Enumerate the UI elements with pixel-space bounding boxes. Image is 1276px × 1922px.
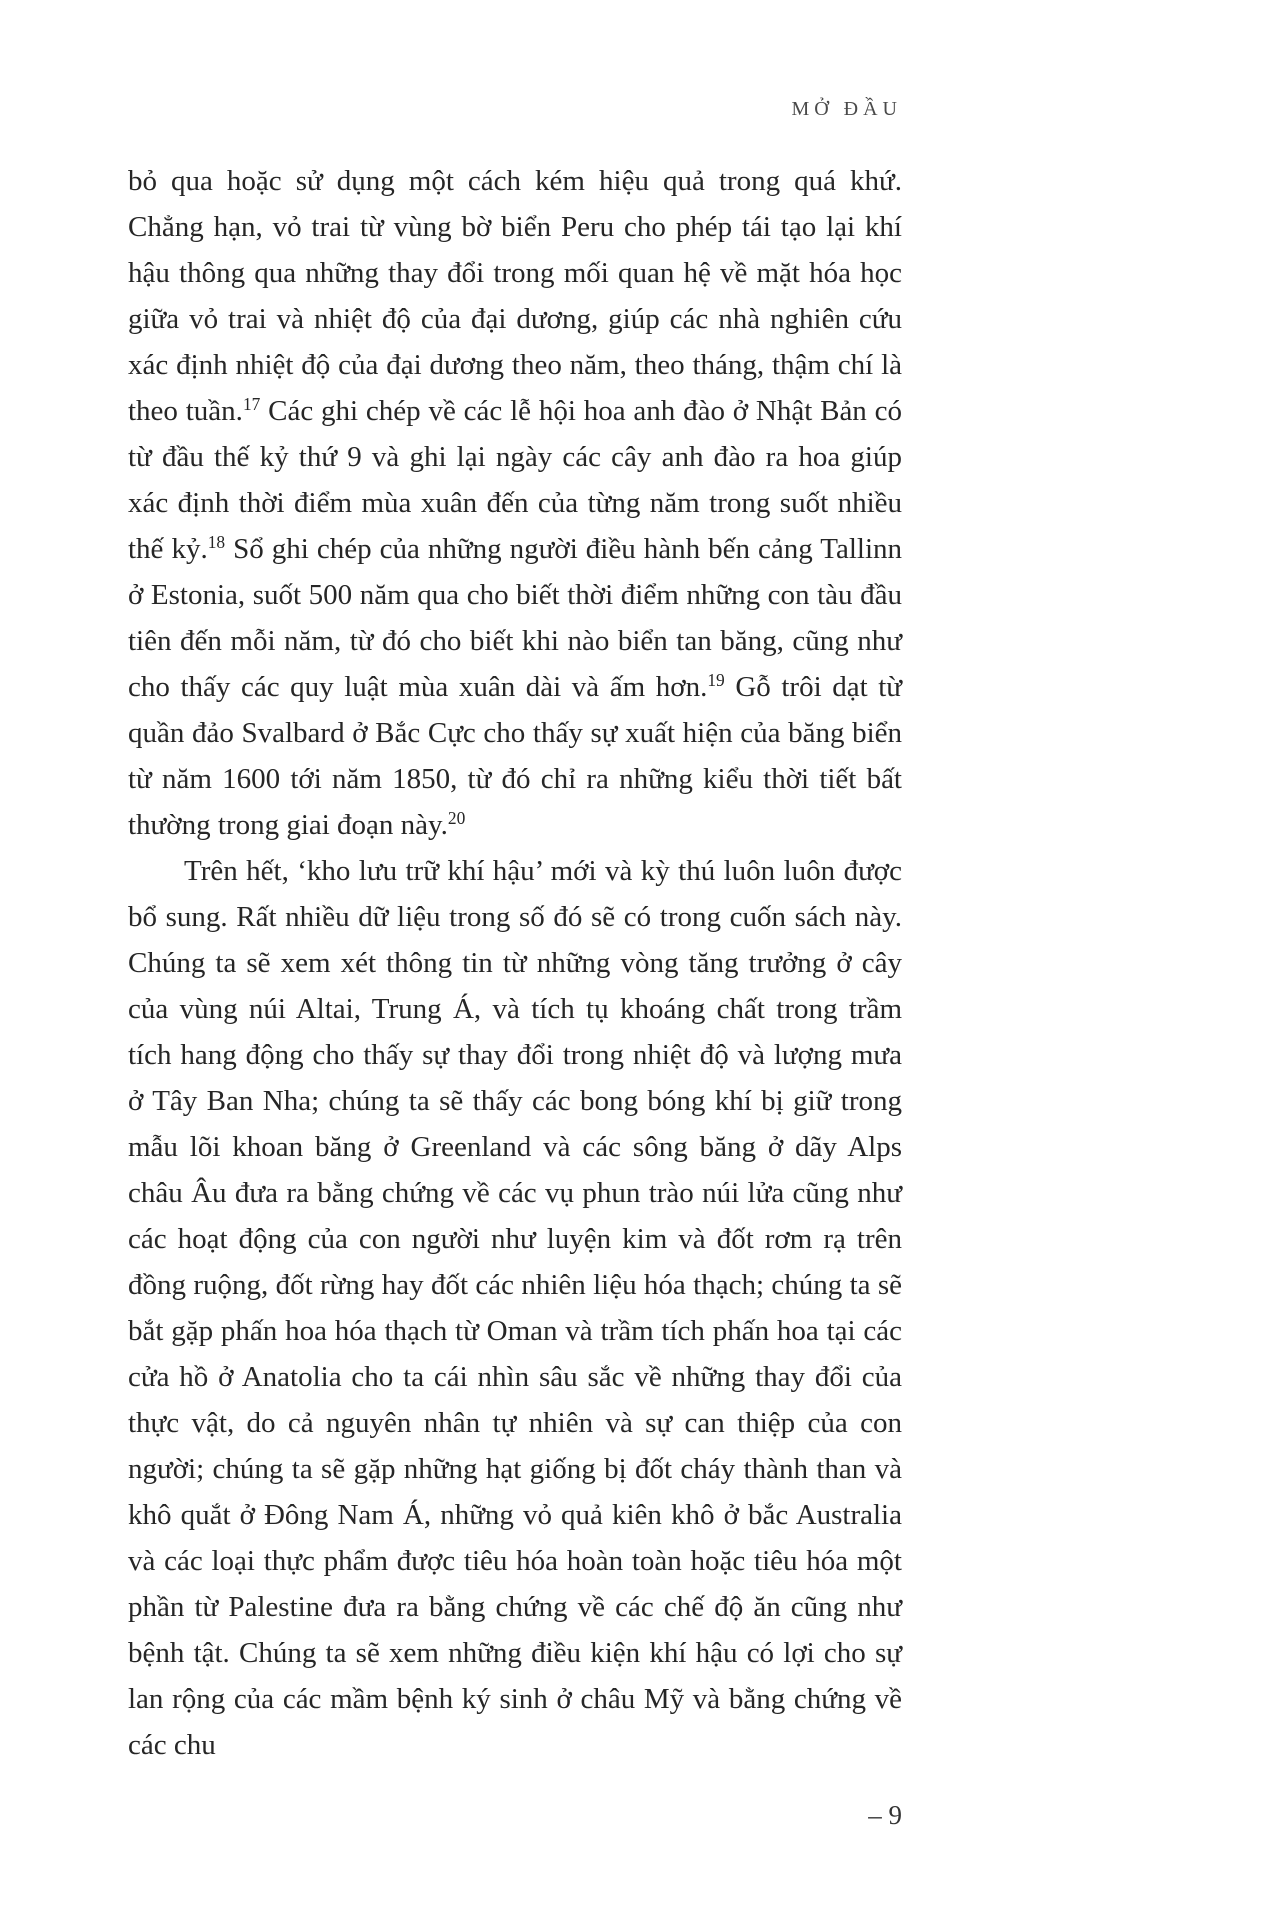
body-text [128,158,902,1768]
text-run: Sổ ghi chép của những người điều hành bến cảng Tallinn ở Estonia, suốt 500 năm qua cho biết thời điểm những con tàu đầu tiên đến mỗi năm, từ đó cho biết khi nào biển tan băng, cũng như cho thấy các quy luật mùa xuân dài và ấm hơn. [128,533,903,703]
text-run: Các ghi chép về các lễ hội hoa anh đào ở Nhật Bản có từ đầu thế kỷ thứ 9 và ghi lại ngày các cây anh đào ra hoa giúp xác định thời điểm mùa xuân đến của từng năm trong suốt nhiều thế kỷ. [128,395,902,565]
running-header: MỞ ĐẦU [791,98,902,120]
page-number: – 9 [868,1800,902,1830]
footnote-ref: 18 [207,532,226,553]
text-run: Gỗ trôi dạt từ quần đảo Svalbard ở Bắc Cực cho thấy sự xuất hiện của băng biển từ năm 1600 tới năm 1850, từ đó chỉ ra những kiểu thời tiết bất thường trong giai đoạn này. [128,671,903,841]
text-run: Trên hết, ‘kho lưu trữ khí hậu’ mới và kỳ thú luôn luôn được bổ sung. Rất nhiều dữ liệu trong số đó sẽ có trong cuốn sách này. Chúng ta sẽ xem xét thông tin từ những vòng tăng trưởng ở cây của vùng núi Altai, Trung Á, và tích tụ khoáng chất trong trầm tích hang động cho thấy sự thay đổi trong nhiệt độ và lượng mưa ở Tây Ban Nha; chúng ta sẽ thấy các bong bóng khí bị giữ trong mẫu lõi khoan băng ở Greenland và các sông băng ở dãy Alps châu Âu đưa ra bằng chứng về các vụ phun trào núi lửa cũng như các hoạt động của con người như luyện kim và đốt rơm rạ trên đồng ruộng, đốt rừng hay đốt các nhiên liệu hóa thạch; chúng ta sẽ bắt gặp phấn hoa hóa thạch từ Oman và trầm tích phấn hoa tại các cửa hồ ở Anatolia cho ta cái nhìn sâu sắc về những thay đổi của thực vật, do cả nguyên nhân tự nhiên và sự can thiệp của con người; chúng ta sẽ gặp những hạt giống bị đốt cháy thành than và khô quắt ở Đông Nam Á, những vỏ quả kiên khô ở bắc Australia và các loại thực phẩm được tiêu hóa hoàn toàn hoặc tiêu hóa một phần từ Palestine đưa ra bằng chứng về các chế độ ăn cũng như bệnh tật. Chúng ta sẽ xem những điều kiện khí hậu có lợi cho sự lan rộng của các mầm bệnh ký sinh ở châu Mỹ và bằng chứng về các chu [128,855,902,1761]
footnote-ref: 17 [242,394,261,415]
paragraph [128,158,902,848]
footnote-ref: 20 [447,808,466,829]
text-run: bỏ qua hoặc sử dụng một cách kém hiệu quả trong quá khứ. Chẳng hạn, vỏ trai từ vùng bờ biển Peru cho phép tái tạo lại khí hậu thông qua những thay đổi trong mối quan hệ về mặt hóa học giữa vỏ trai và nhiệt độ của đại dương, giúp các nhà nghiên cứu xác định nhiệt độ của đại dương theo năm, theo tháng, thậm chí là theo tuần. [128,165,902,427]
paragraph [128,848,902,1768]
footnote-ref: 19 [707,670,725,691]
